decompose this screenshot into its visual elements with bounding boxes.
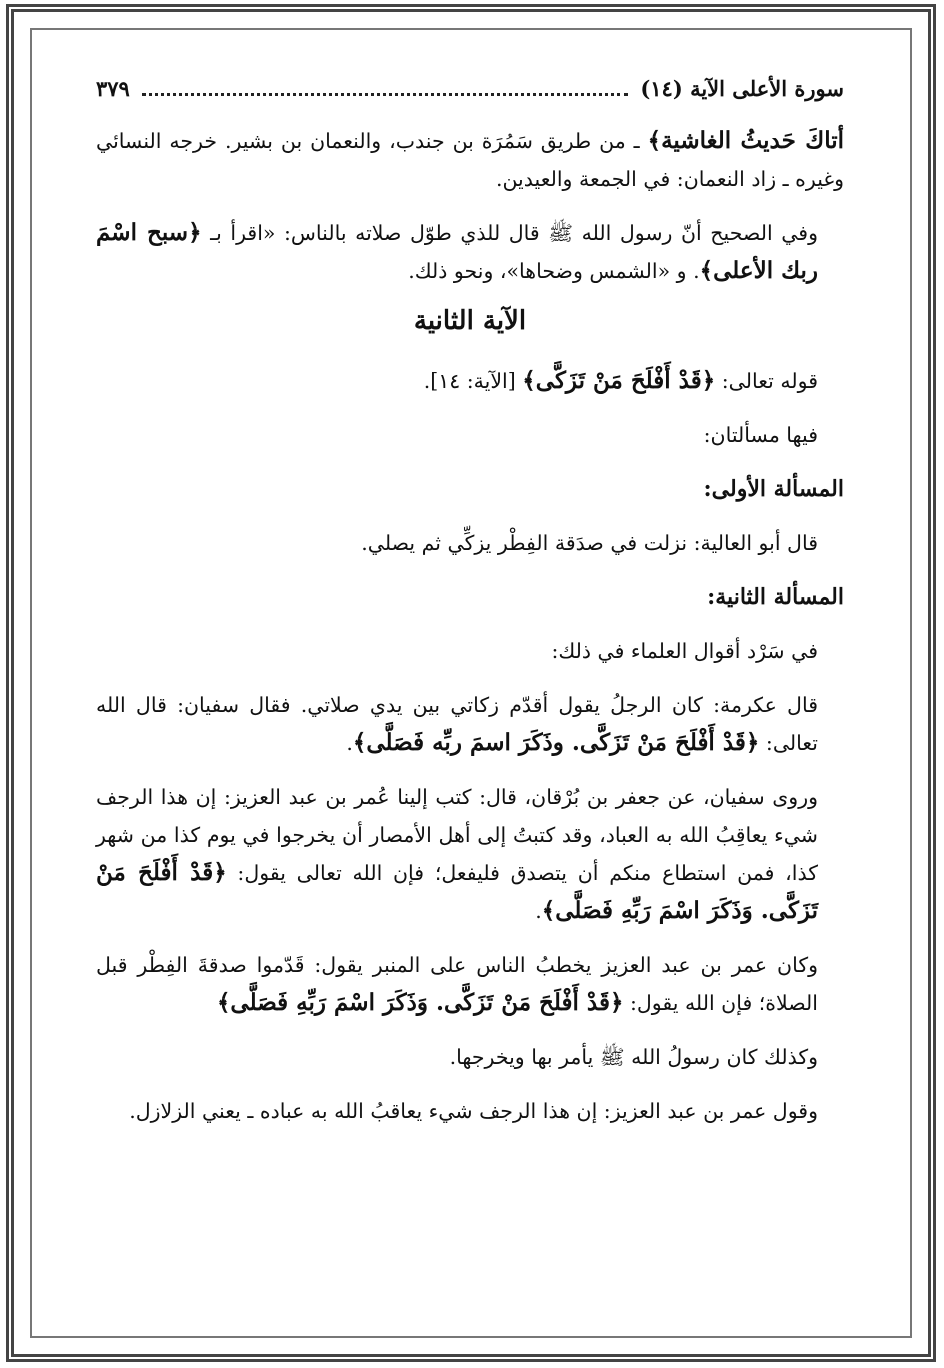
paragraph <box>96 122 844 198</box>
question-1-text: قال أبو العالية: نزلت في صدَقة الفِطْر يزكِّي ثم يصلي. <box>361 531 818 555</box>
quran-quote: ﴿قَدْ أَفْلَحَ مَنْ تَزَكَّى. وَذَكَرَ اسْمَ رَبِّهِ فَصَلَّى﴾ <box>96 859 818 924</box>
quran-quote: ﴿قَدْ أَفْلَحَ مَنْ تَزَكَّى. وذَكَرَ اسمَ ربِّه فَصَلَّى﴾ <box>352 729 760 756</box>
paragraph-text: وكان عمر بن عبد العزيز يخطبُ الناس على المنبر يقول: قَدّموا صدقةَ الفِطْر قبل الصلاة؛ فإن الله يقول: <box>96 953 818 1015</box>
paragraph-text: . <box>346 731 353 755</box>
paragraph <box>96 778 844 930</box>
header-title: سورة الأعلى الآية (١٤) <box>640 76 844 101</box>
paragraph <box>96 946 844 1022</box>
page-number: ٣٧٩ <box>96 76 130 101</box>
verse-reference: [الآية: ١٤]. <box>423 369 516 393</box>
paragraph-text: ـ من طريق سَمُرَة بن جندب، والنعمان بن بشير. خرجه النسائي وغيره ـ زاد النعمان: في الجمعة والعيدين. <box>96 129 844 191</box>
quran-quote: أتاكَ حَديثُ الغاشية﴾ <box>647 127 844 154</box>
paragraph: وكذلك كان رسولُ الله ﷺ يأمر بها ويخرجها. <box>449 1045 818 1069</box>
page-content <box>96 76 844 1146</box>
paragraph-text: وفي الصحيح أنّ رسول الله ﷺ قال للذي طوّل صلاته بالناس: «اقرأ بـ <box>210 221 818 245</box>
paragraph-text: وروى سفيان، عن جعفر بن بُرْقان، قال: كتب إلينا عُمر بن عبد العزيز: إن هذا الرجف شيء يعاقِبُ الله به العباد، وقد كتبتُ إلى أهل الأمصار أن يخرجوا في يوم كذا من شهر كذا، فمن استطاع منكم أن يتصدق فليفعل؛ فإن الله تعالى يقول: <box>96 785 819 885</box>
quran-quote: ﴿قَدْ أَفْلَحَ مَنْ تَزَكَّى﴾ <box>522 367 716 394</box>
section-title: الآية الثانية <box>413 306 527 336</box>
question-2-intro: في سَرْد أقوال العلماء في ذلك: <box>551 639 818 663</box>
quran-quote: ﴿قَدْ أَفْلَحَ مَنْ تَزَكَّى. وَذَكَرَ اسْمَ رَبِّهِ فَصَلَّى﴾ <box>216 989 624 1016</box>
paragraph <box>96 214 844 290</box>
header-dotted-leader <box>142 93 628 96</box>
intro-text: فيها مسألتان: <box>703 423 818 447</box>
question-heading-1: المسألة الأولى: <box>703 476 844 502</box>
paragraph-text: . و «الشمس وضحاها»، ونحو ذلك. <box>408 259 700 283</box>
running-header <box>96 76 844 102</box>
paragraph-text: قال عكرمة: كان الرجلُ يقول أقدّم زكاتي بين يدي صلاتي. فقال سفيان: قال الله تعالى: <box>96 693 818 755</box>
paragraph-text: . <box>535 899 542 923</box>
verse-prefix: قوله تعالى: <box>721 369 818 393</box>
verse-line <box>96 362 844 400</box>
question-heading-2: المسألة الثانية: <box>707 584 844 610</box>
paragraph: وقول عمر بن عبد العزيز: إن هذا الرجف شيء يعاقبُ الله به عباده ـ يعني الزلازل. <box>129 1099 818 1123</box>
quran-quote: ﴿سبح اسْمَ ربك الأعلى﴾ <box>96 219 818 284</box>
paragraph <box>96 686 844 762</box>
